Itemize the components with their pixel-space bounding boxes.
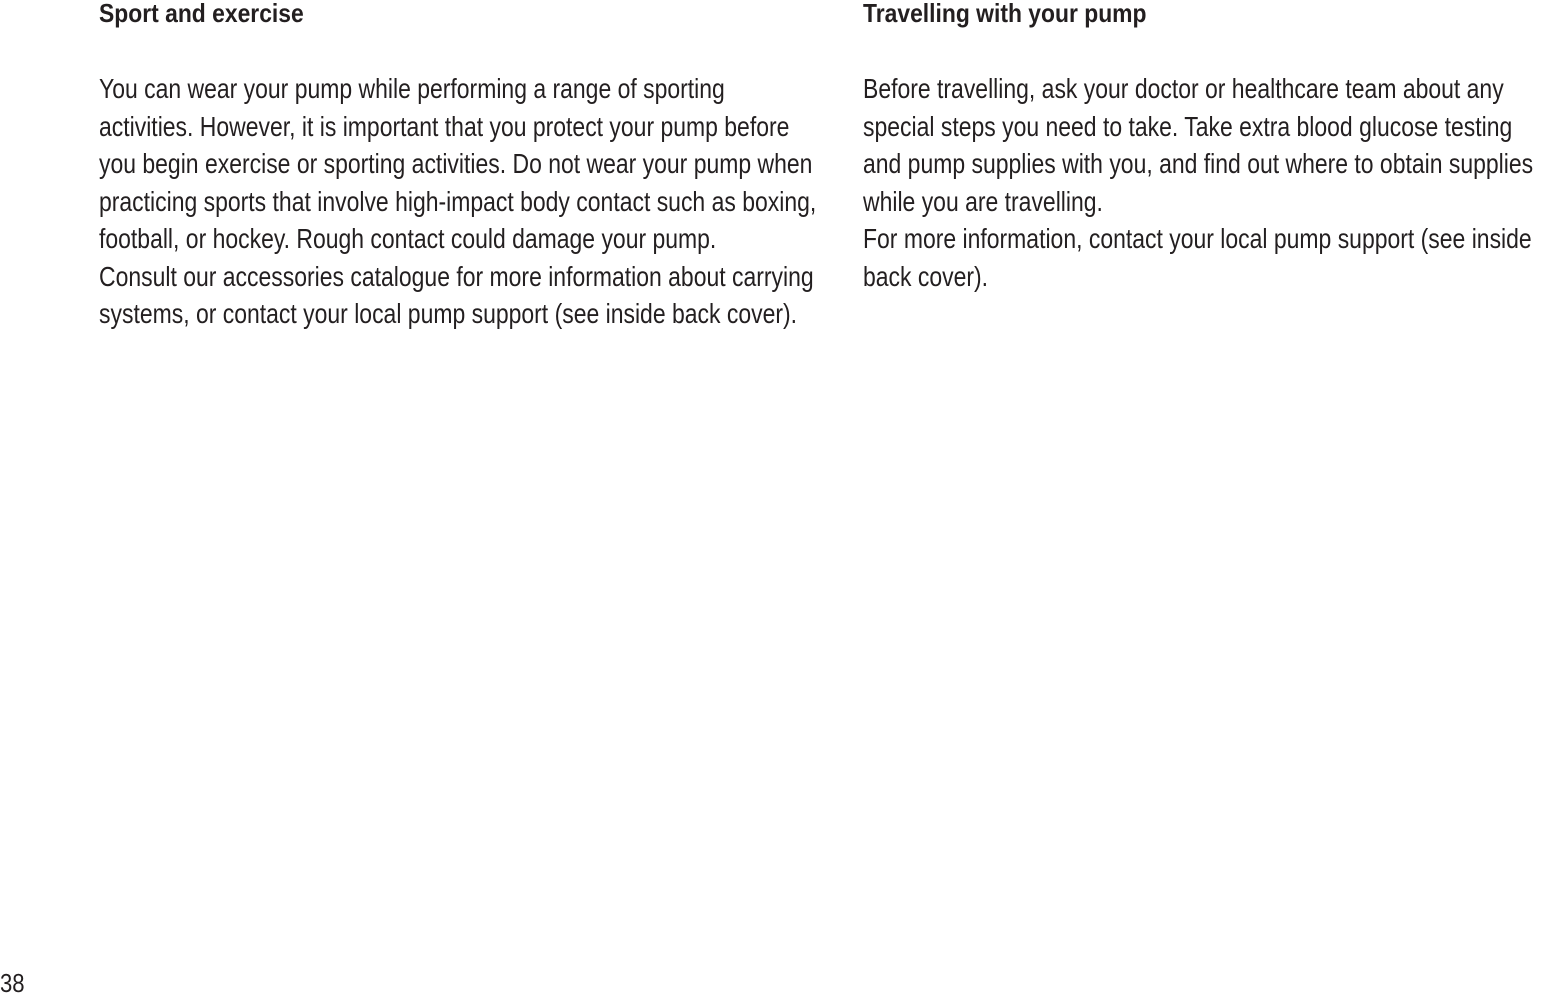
paragraph-sport-protection: You can wear your pump while performing a range of sporting activities. However, it is important that you protect your pump before you begin exercise or sporting activities. Do not wear your pump when practicing sports that involve high-impact body contact such as boxing, football, or hockey. Rough contact could damage your pump. <box>99 73 817 254</box>
paragraph-sport-accessories: Consult our accessories catalogue for more information about carrying systems, or contact your local pump support (see inside back cover). <box>99 260 814 329</box>
paragraph-travel-support: For more information, contact your local pump support (see inside back cover). <box>863 223 1532 292</box>
sport-and-exercise-section <box>99 0 819 333</box>
page-number: 38 <box>0 968 25 998</box>
travelling-section <box>863 0 1553 295</box>
section-heading-sport: Sport and exercise <box>99 0 304 28</box>
section-body-sport <box>99 70 819 333</box>
paragraph-travel-preparation: Before travelling, ask your doctor or healthcare team about any special steps you need to take. Take extra blood glucose testing and pump supplies with you, and find out where to obtain supplies while you are travelling. <box>863 73 1534 217</box>
section-heading-travelling: Travelling with your pump <box>863 0 1147 28</box>
section-body-travelling <box>863 70 1553 295</box>
